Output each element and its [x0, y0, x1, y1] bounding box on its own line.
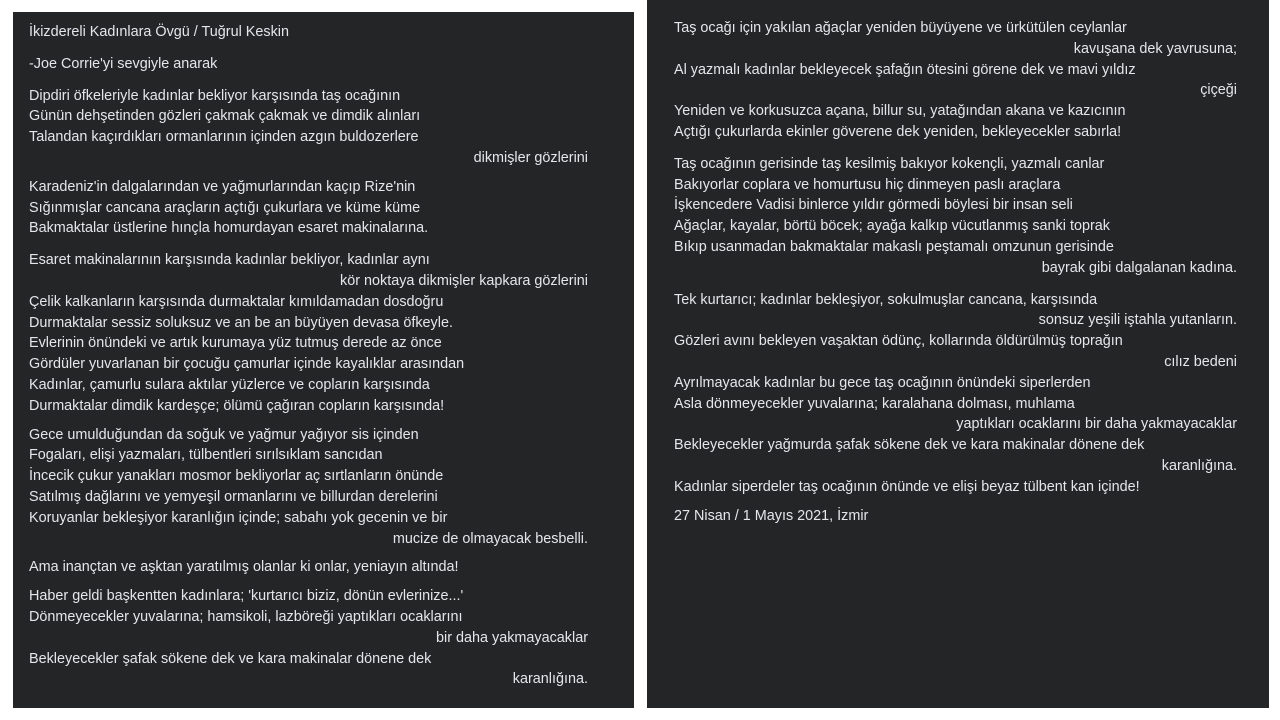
poem-line: yaptıkları ocaklarını bir daha yakmayacaklar [956, 416, 1237, 433]
poem-line: Dipdiri öfkeleriyle kadınlar bekliyor karşısında taş ocağının [29, 87, 401, 104]
poem-line: İncecik çukur yanakları mosmor bekliyorlar aç sırtlanların önünde [29, 468, 444, 485]
poem-line: Kadınlar, çamurlu sulara aktılar yüzlerce ve copların karşısında [29, 376, 430, 393]
poem-line: Esaret makinalarının karşısında kadınlar bekliyor, kadınlar aynı [29, 252, 430, 269]
stanza [29, 86, 618, 169]
poem-line: Ama inançtan ve aşktan yaratılmış olanlar ki onlar, yeniayın altında! [29, 559, 459, 576]
poem-line: Taş ocağı için yakılan ağaçlar yeniden büyüyene ve ürkütülen ceylanlar [674, 20, 1127, 36]
poem-page-right [647, 0, 1269, 708]
stanza [29, 557, 618, 578]
poem-line: Bakmaktalar üstlerine hınçla homurdayan esaret makinalarına. [29, 220, 429, 237]
poem-line: Evlerinin önündeki ve artık kurumaya yüz tutmuş derede az önce [29, 335, 442, 352]
poem-line: Bekleyecekler şafak sökene dek ve kara makinalar dönene dek [29, 650, 432, 667]
poem-line: bayrak gibi dalgalanan kadına. [1041, 259, 1237, 276]
poem-line: Karadeniz'in dalgalarından ve yağmurlarından kaçıp Rize'nin [29, 178, 416, 195]
poem-line: Durmaktalar sessiz soluksuz ve an be an büyüyen devasa öfkeyle. [29, 314, 453, 331]
poem-line: çiçeği [1200, 82, 1237, 99]
poem-line: bir daha yakmayacaklar [436, 629, 588, 646]
poem-line: mucize de olmayacak besbelli. [392, 530, 588, 547]
poem-line: Açtığı çukurlarda ekinler göverene dek yeniden, bekleyecekler sabırla! [674, 123, 1122, 140]
poem-line: Koruyanlar bekleşiyor karanlığın içinde; sabahı yok gecenin ve bir [29, 509, 448, 526]
poem-line: Bekleyecekler yağmurda şafak sökene dek ve kara makinalar dönene dek [674, 437, 1145, 454]
poem-line: Ağaçlar, kayalar, börtü böcek; ayağa kalkıp vücutlanmış sanki toprak [674, 218, 1110, 235]
poem-line: cılız bedeni [1164, 353, 1237, 370]
poem-line: Kadınlar siperdeler taş ocağının önünde ve elişi beyaz tülbent kan içinde! [674, 478, 1140, 495]
stanza [674, 290, 1253, 498]
poem-line: Ayrılmayacak kadınlar bu gece taş ocağının önündeki siperlerden [674, 374, 1091, 391]
poem-line: Gece umulduğundan da soğuk ve yağmur yağıyor sis içinden [29, 426, 419, 443]
poem-line: Taş ocağının gerisinde taş kesilmiş bakıyor kokençli, yazmalı canlar [674, 155, 1105, 172]
stanza [29, 177, 618, 239]
poem-line: Bıkıp usanmadan bakmaktalar makaslı peştamalı omzunun gerisinde [674, 238, 1114, 255]
stanza [29, 586, 618, 690]
poem-line: Haber geldi başkentten kadınlara; 'kurtarıcı biziz, dönün evlerinize...' [29, 588, 464, 605]
poem-line: sonsuz yeşili iştahla yutanların. [1038, 312, 1237, 329]
poem-date-place: 27 Nisan / 1 Mayıs 2021, İzmir [674, 507, 869, 524]
poem-line: Satılmış dağlarını ve yemyeşil ormanlarını ve billurdan derelerini [29, 488, 438, 505]
poem-line: Gördüler yuvarlanan bir çocuğu çamurlar içinde kayalıklar arasından [29, 356, 465, 373]
poem-line: Asla dönmeyecekler yuvalarına; karalahana dolması, muhlama [674, 395, 1075, 412]
poem-line: Tek kurtarıcı; kadınlar bekleşiyor, sokulmuşlar cancana, karşısında [674, 291, 1098, 308]
stanza [29, 425, 618, 550]
stanza [29, 250, 618, 416]
poem-title: İkizdereli Kadınlara Övgü / Tuğrul Keskin [29, 24, 289, 40]
poem-line: Günün dehşetinden gözleri çakmak çakmak ve dimdik alınları [29, 108, 421, 125]
poem-line: Gözleri avını bekleyen vaşaktan ödünç, kollarında öldürülmüş toprağın [674, 333, 1123, 350]
poem-dedication: -Joe Corrie'yi sevgiyle anarak [29, 55, 218, 72]
poem-line: dikmişler gözlerini [473, 149, 588, 166]
poem-line: kavuşana dek yavrusuna; [1073, 40, 1237, 57]
poem-line: Durmaktalar dimdik kardeşçe; ölümü çağıran copların karşısında! [29, 397, 445, 414]
poem-line: karanlığına. [1161, 457, 1237, 474]
poem-line: Çelik kalkanların karşısında durmaktalar kımıldamadan dosdoğru [29, 293, 444, 310]
stanza [674, 18, 1253, 143]
poem-line: İşkencedere Vadisi binlerce yıldır görmedi böylesi bir insan seli [674, 197, 1073, 214]
poem-page-left [13, 12, 634, 708]
poem-line: karanlığına. [512, 671, 588, 688]
poem-line: Al yazmalı kadınlar bekleyecek şafağın ötesini görene dek ve mavi yıldız [674, 61, 1136, 78]
poem-line: Fogaları, elişi yazmaları, tülbentleri sırılsıklam sancıdan [29, 447, 383, 464]
poem-line: Dönmeyecekler yuvalarına; hamsikoli, lazböreği yaptıkları ocaklarını [29, 608, 463, 625]
poem-line: Sığınmışlar cancana araçların açtığı çukurlara ve küme küme [29, 199, 421, 216]
poem-line: kör noktaya dikmişler kapkara gözlerini [340, 272, 588, 289]
poem-line: Talandan kaçırdıkları ormanlarının içinden azgın buldozerlere [29, 129, 419, 146]
poem-line: Yeniden ve korkusuzca açana, billur su, yatağından akana ve kazıcının [674, 103, 1126, 120]
poem-line: Bakıyorlar coplara ve homurtusu hiç dinmeyen paslı araçlara [674, 176, 1061, 193]
stanza [674, 154, 1253, 279]
